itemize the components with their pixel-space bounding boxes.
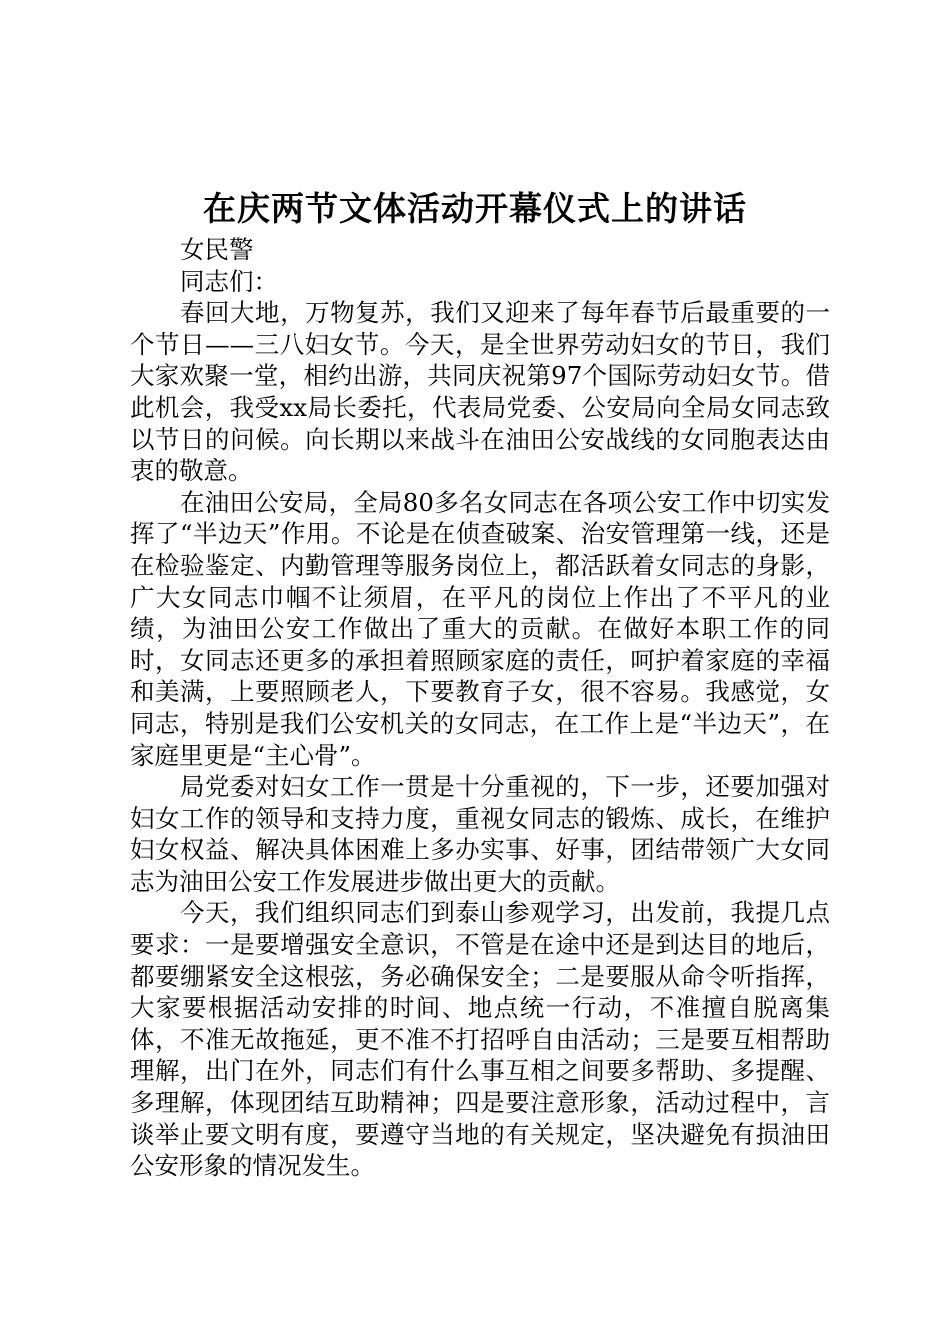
document-body: [130, 234, 830, 1182]
greeting-line: 同志们：: [180, 266, 278, 296]
document-title: 在庆两节文体活动开幕仪式上的讲话: [203, 189, 747, 228]
paragraph-3: 局党委对妇女工作一贯是十分重视的，下一步，还要加强对妇女工作的领导和支持力度，重视女同志的锻炼、成长，在维护妇女权益、解决具体困难上多办实事、好事，团结带领广大女同志为油田公安工作发展进步做出更大的贡献。: [130, 772, 830, 896]
paragraph-4: 今天，我们组织同志们到泰山参观学习，出发前，我提几点要求：一是要增强安全意识，不管是在途中还是到达目的地后，都要绷紧安全这根弦，务必确保安全；二是要服从命令听指挥，大家要根据活动安排的时间、地点统一行动，不准擅自脱离集体，不准无故拖延，更不准不打招呼自由活动；三是要互相帮助理解，出门在外，同志们有什么事互相之间要多帮助、多提醒、多理解，体现团结互助精神；四是要注意形象，活动过程中，言谈举止要文明有度，要遵守当地的有关规定，坚决避免有损油田公安形象的情况发生。: [130, 898, 830, 1181]
speaker-line: 女民警: [180, 235, 254, 264]
paragraph-1: 春回大地，万物复苏，我们又迎来了每年春节后最重要的一个节日——三八妇女节。今天，是全世界劳动妇女的节日，我们大家欢聚一堂，相约出游，共同庆祝第97个国际劳动妇女节。借此机会，我受xx局长委托，代表局党委、公安局向全局女同志致以节日的问候。向长期以来战斗在油田公安战线的女同胞表达由衷的敬意。: [130, 298, 830, 486]
paragraph-2: 在油田公安局，全局80多名女同志在各项公安工作中切实发挥了“半边天”作用。不论是在侦查破案、治安管理第一线，还是在检验鉴定、内勤管理等服务岗位上，都活跃着女同志的身影，广大女同志巾帼不让须眉，在平凡的岗位上作出了不平凡的业绩，为油田公安工作做出了重大的贡献。在做好本职工作的同时，女同志还更多的承担着照顾家庭的责任，呵护着家庭的幸福和美满，上要照顾老人，下要教育子女，很不容易。我感觉，女同志，特别是我们公安机关的女同志，在工作上是“半边天”，在家庭里更是“主心骨”。: [130, 487, 830, 770]
